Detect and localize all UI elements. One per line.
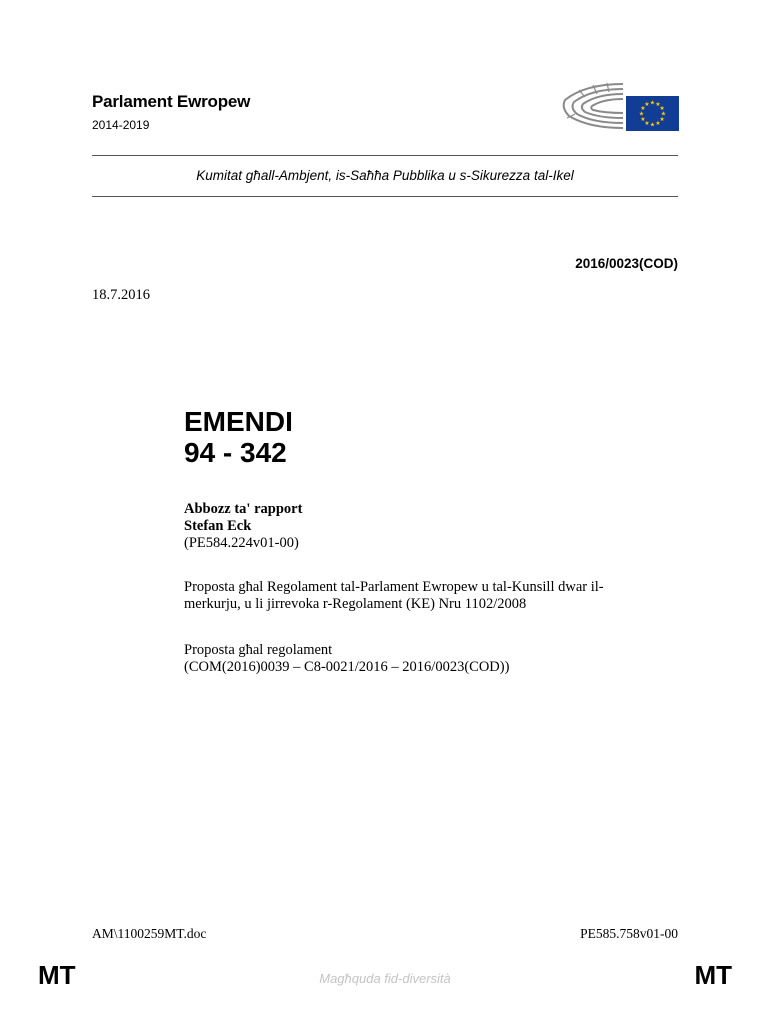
institution-name: Parlament Ewropew <box>92 92 251 111</box>
eu-star-icon: ★ <box>640 106 646 112</box>
eu-star-icon: ★ <box>660 111 667 118</box>
rapporteur-name: Stefan Eck <box>184 518 252 534</box>
parliamentary-term: 2014-2019 <box>92 118 150 132</box>
pe-reference: PE585.758v01-00 <box>580 926 678 941</box>
eu-star-icon: ★ <box>649 122 656 129</box>
eu-star-icon: ★ <box>638 111 645 118</box>
language-code-left: MT <box>38 960 76 990</box>
title-line-1: EMENDI <box>184 406 293 437</box>
eu-star-icon: ★ <box>655 121 661 128</box>
title-line-2: 94 - 342 <box>184 437 287 468</box>
draft-report-reference: (PE584.224v01-00) <box>184 535 299 551</box>
eu-star-icon: ★ <box>644 101 650 108</box>
regulation-line-1: Proposta għal regolament <box>184 642 333 658</box>
european-parliament-logo-icon <box>555 70 680 132</box>
header-divider <box>92 155 678 156</box>
draft-report-label: Abbozz ta' rapport <box>184 501 303 517</box>
eu-star-icon: ★ <box>649 100 656 107</box>
proposal-line-1: Proposta għal Regolament tal-Parlament Ewropew u tal-Kunsill dwar il- <box>184 579 604 595</box>
procedure-number: 2016/0023(COD) <box>575 256 678 271</box>
proposal-line-2: merkurju, u li jirrevoka r-Regolament (KE) Nru 1102/2008 <box>184 596 527 612</box>
language-code-right: MT <box>694 960 732 990</box>
document-title <box>184 406 293 468</box>
document-reference: AM\1100259MT.doc <box>92 926 207 941</box>
committee-divider <box>92 196 678 197</box>
eu-star-icon: ★ <box>640 117 646 123</box>
regulation-block <box>184 642 654 676</box>
committee-name: Kumitat għall-Ambjent, is-Saħħa Pubblika u s-Sikurezza tal-Ikel <box>196 168 574 183</box>
eu-star-icon: ★ <box>655 101 661 108</box>
regulation-line-2: (COM(2016)0039 – C8-0021/2016 – 2016/0023(COD)) <box>184 659 510 675</box>
eu-star-icon: ★ <box>644 121 650 128</box>
document-date: 18.7.2016 <box>92 287 150 303</box>
draft-report-block <box>184 501 654 552</box>
eu-star-icon: ★ <box>659 106 665 112</box>
proposal-block <box>184 579 654 613</box>
eu-star-icon: ★ <box>659 117 665 123</box>
eu-motto: Magħquda fid-diversità <box>319 971 451 986</box>
